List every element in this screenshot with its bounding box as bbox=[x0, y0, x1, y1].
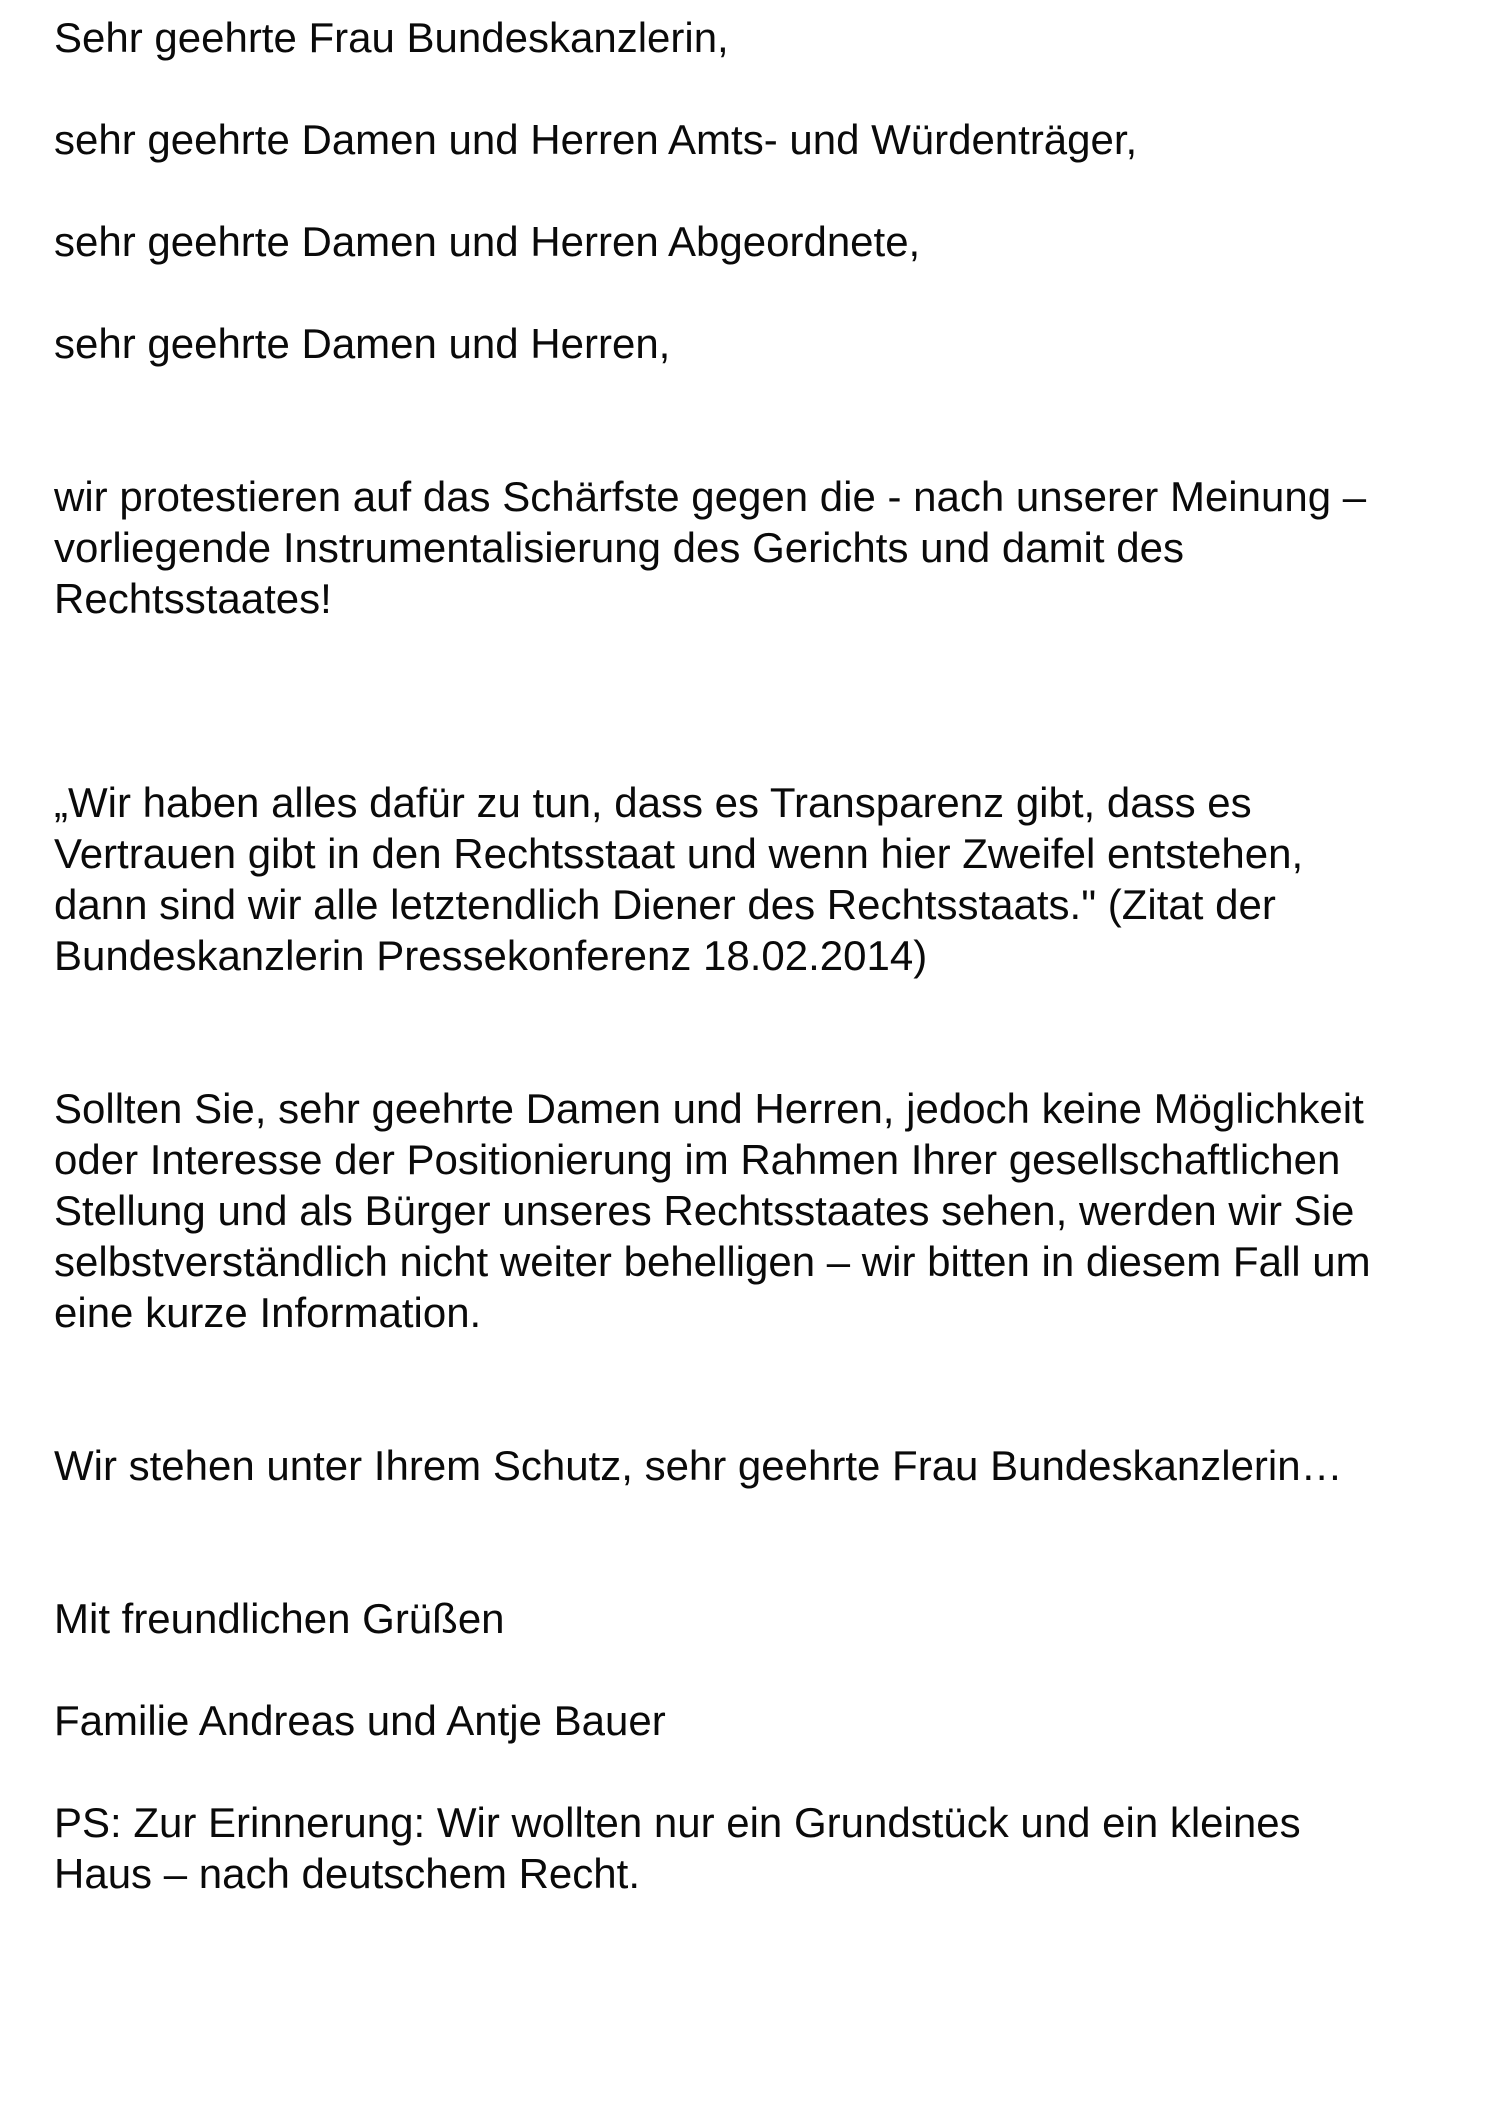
quote-line: Bundeskanzlerin Pressekonferenz 18.02.2014) bbox=[54, 932, 928, 979]
letter-body bbox=[54, 12, 1494, 1899]
request-line: oder Interesse der Positionierung im Rahmen Ihrer gesellschaftlichen bbox=[54, 1136, 1341, 1183]
closing-greeting: Mit freundlichen Grüßen bbox=[54, 1595, 505, 1642]
request-line: selbstverständlich nicht weiter behelligen – wir bitten in diesem Fall um bbox=[54, 1238, 1371, 1285]
postscript-line: Haus – nach deutschem Recht. bbox=[54, 1850, 640, 1897]
salutation-deputies: sehr geehrte Damen und Herren Abgeordnete, bbox=[54, 218, 921, 265]
protest-line: wir protestieren auf das Schärfste gegen die - nach unserer Meinung – bbox=[54, 473, 1367, 520]
protection-sentence: Wir stehen unter Ihrem Schutz, sehr geehrte Frau Bundeskanzlerin… bbox=[54, 1442, 1343, 1489]
salutation-general: sehr geehrte Damen und Herren, bbox=[54, 320, 671, 367]
postscript-line: PS: Zur Erinnerung: Wir wollten nur ein Grundstück und ein kleines bbox=[54, 1799, 1301, 1846]
request-paragraph bbox=[54, 1083, 1494, 1338]
protest-line: vorliegende Instrumentalisierung des Gerichts und damit des bbox=[54, 524, 1184, 571]
quote-line: dann sind wir alle letztendlich Diener des Rechtsstaats." (Zitat der bbox=[54, 881, 1276, 928]
salutation-chancellor: Sehr geehrte Frau Bundeskanzlerin, bbox=[54, 14, 729, 61]
request-line: Sollten Sie, sehr geehrte Damen und Herren, jedoch keine Möglichkeit bbox=[54, 1085, 1364, 1132]
quote-line: Vertrauen gibt in den Rechtsstaat und wenn hier Zweifel entstehen, bbox=[54, 830, 1304, 877]
request-line: Stellung und als Bürger unseres Rechtsstaates sehen, werden wir Sie bbox=[54, 1187, 1355, 1234]
protest-paragraph bbox=[54, 471, 1494, 624]
request-line: eine kurze Information. bbox=[54, 1289, 482, 1336]
quote-line: „Wir haben alles dafür zu tun, dass es Transparenz gibt, dass es bbox=[54, 779, 1252, 826]
quote-paragraph bbox=[54, 777, 1494, 981]
protest-line: Rechtsstaates! bbox=[54, 575, 332, 622]
salutation-officials: sehr geehrte Damen und Herren Amts- und Würdenträger, bbox=[54, 116, 1138, 163]
signature: Familie Andreas und Antje Bauer bbox=[54, 1697, 666, 1744]
postscript bbox=[54, 1797, 1494, 1899]
